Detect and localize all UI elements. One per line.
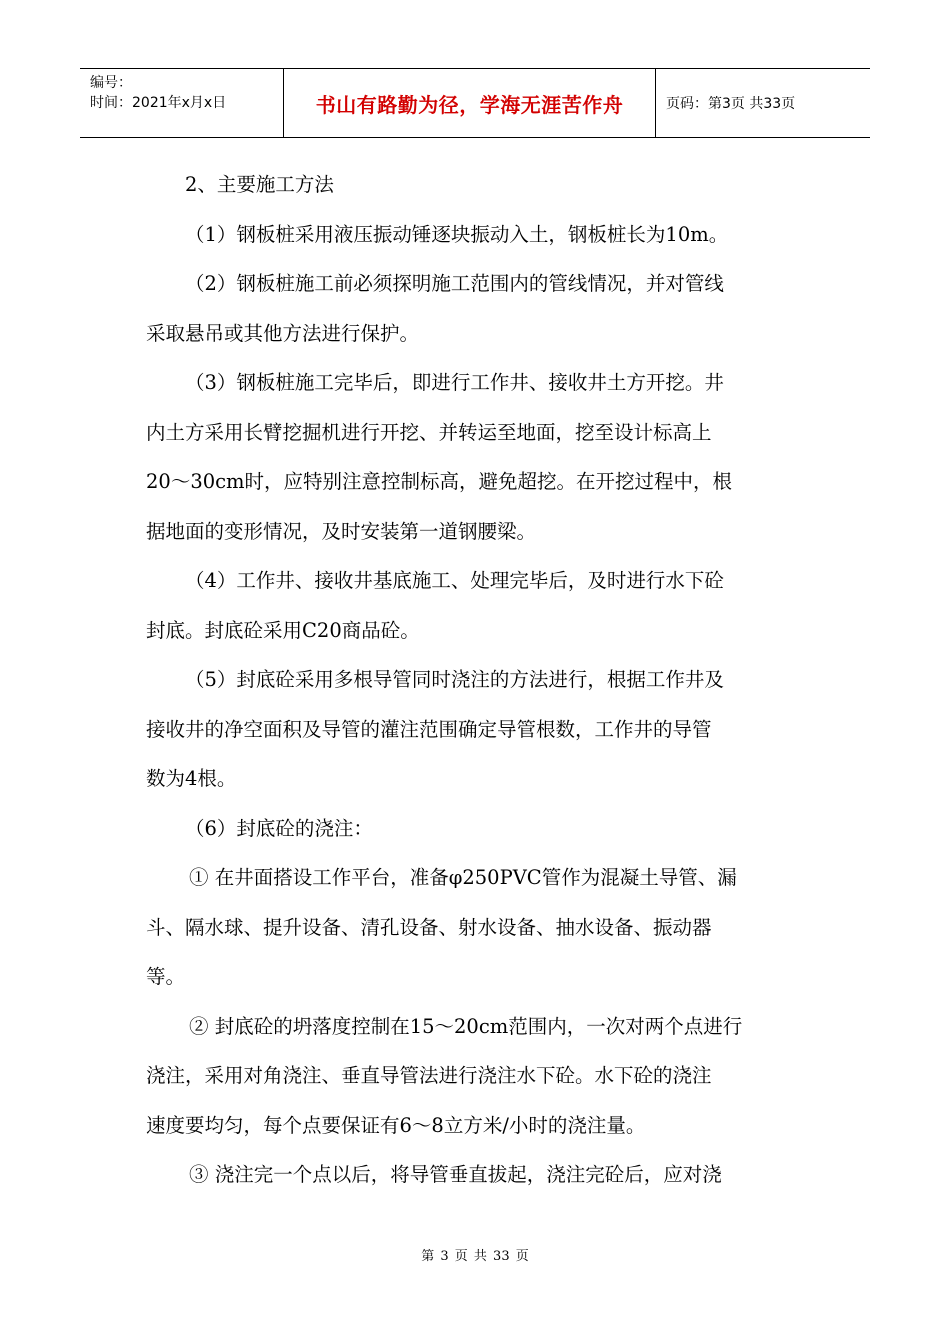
body-line: 封底。封底砼采用C20商品砼。 xyxy=(146,618,420,642)
page-footer: 第 3 页 共 33 页 xyxy=(421,1249,529,1264)
body-line: （6）封底砼的浇注： xyxy=(185,816,373,840)
header-page-info: 页码：第3页 共33页 xyxy=(666,96,796,112)
body-line: 采取悬吊或其他方法进行保护。 xyxy=(146,321,420,345)
document-body xyxy=(146,160,808,1200)
document-time-label: 时间：2021年x月x日 xyxy=(90,95,227,111)
body-line: 接收井的净空面积及导管的灌注范围确定导管根数，工作井的导管 xyxy=(146,717,712,741)
body-line: 速度要均匀，每个点要保证有6～8立方米/小时的浇注量。 xyxy=(146,1113,646,1137)
body-line: （2）钢板桩施工前必须探明施工范围内的管线情况，并对管线 xyxy=(185,272,724,295)
body-line: ② 封底砼的坍落度控制在15～20cm范围内，一次对两个点进行 xyxy=(189,1014,743,1038)
body-line: 据地面的变形情况，及时安装第一道钢腰梁。 xyxy=(146,519,537,543)
body-line: 斗、隔水球、提升设备、清孔设备、射水设备、抽水设备、振动器 xyxy=(146,915,712,939)
body-line: ③ 浇注完一个点以后，将导管垂直拔起，浇注完砼后，应对浇 xyxy=(189,1163,722,1186)
body-line: 内土方采用长臂挖掘机进行开挖、并转运至地面，挖至设计标高上 xyxy=(146,420,712,444)
body-line: 20～30cm时，应特别注意控制标高，避免超挖。在开挖过程中，根 xyxy=(146,470,733,493)
header-meta-cell xyxy=(80,69,284,137)
body-line: 浇注，采用对角浇注、垂直导管法进行浇注水下砼。水下砼的浇注 xyxy=(146,1064,712,1087)
body-line: （4）工作井、接收井基底施工、处理完毕后，及时进行水下砼 xyxy=(185,569,724,592)
body-line: 等。 xyxy=(146,965,186,988)
body-line: （1）钢板桩采用液压振动锤逐块振动入土，钢板桩长为10m。 xyxy=(185,222,729,246)
body-line: （3）钢板桩施工完毕后，即进行工作井、接收井土方开挖。井 xyxy=(185,371,724,394)
body-line: 数为4根。 xyxy=(146,767,237,790)
body-line: 2、主要施工方法 xyxy=(185,173,334,196)
header-motto: 书山有路勤为径，学海无涯苦作舟 xyxy=(284,69,656,137)
document-number-label: 编号： xyxy=(90,75,132,91)
body-line: （5）封底砼采用多根导管同时浇注的方法进行，根据工作井及 xyxy=(185,668,724,691)
body-line: ① 在井面搭设工作平台，准备φ250PVC管作为混凝土导管、漏 xyxy=(189,866,737,889)
page-header-table xyxy=(80,68,870,138)
